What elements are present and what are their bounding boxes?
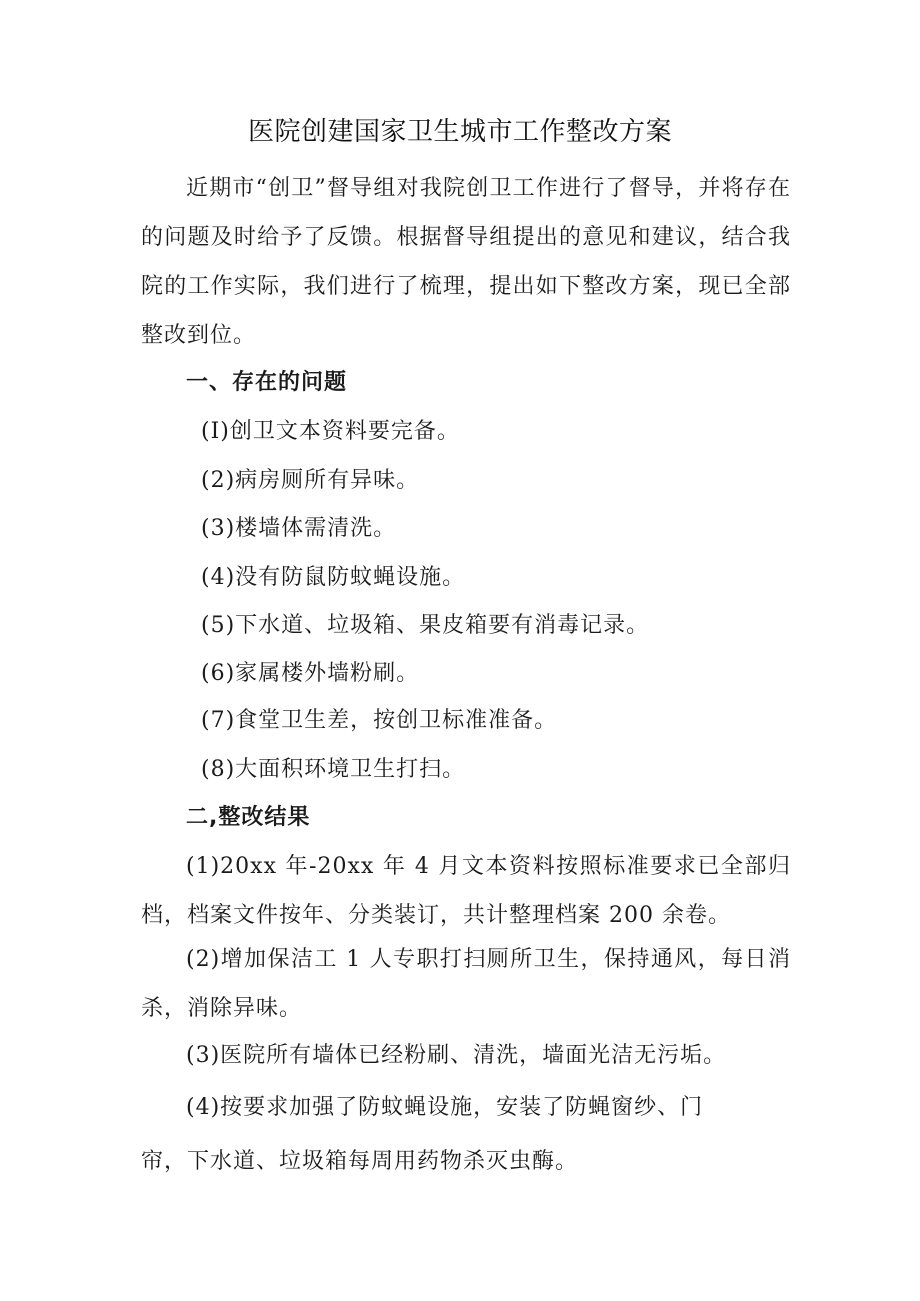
problem-item-1: (I)创卫文本资料要完备。 [201,419,460,444]
document-title: 医院创建国家卫生城市工作整改方案 [247,117,672,147]
result-paragraph-3: (3)医院所有墙体已经粉刷、清洗，墙面光洁无污垢。 [186,1043,727,1068]
problem-item-5: (5)下水道、垃圾箱、果皮箱要有消毒记录。 [201,613,650,638]
problem-item-8: (8)大面积环境卫生打扫。 [201,757,466,782]
section-heading-problems: 一、存在的问题 [186,370,348,395]
problem-item-7: (7)食堂卫生差，按创卫标准准备。 [201,708,558,733]
problem-item-4: (4)没有防鼠防蚊蝇设施。 [201,565,466,590]
problem-item-2: (2)病房厕所有异味。 [201,468,420,493]
result-paragraph-4-continued: 帘，下水道、垃圾箱每周用药物杀灭虫酶。 [141,1149,579,1174]
problem-item-3: (3)楼墙体需清洗。 [201,516,397,541]
problem-item-6: (6)家属楼外墙粉刷。 [201,661,420,686]
result-paragraph-4: (4)按要求加强了防蚊蝇设施，安装了防蝇窗纱、门 [186,1095,704,1120]
intro-paragraph: 近期市“创卫”督导组对我院创卫工作进行了督导，并将存在的问题及时给予了反馈。根据督导组提出的意见和建议，结合我院的工作实际，我们进行了梳理，提出如下整改方案，现已全部整改到位。 [141,176,791,348]
result-paragraph-2: (2)增加保洁工 1 人专职打扫厕所卫生，保持通风，每日消杀，消除异味。 [141,947,791,1021]
section-heading-results: 二,整改结果 [186,805,311,830]
result-paragraph-1: (1)20xx 年-20xx 年 4 月文本资料按照标准要求已全部归档，档案文件按年、分类装订，共计整理档案 200 余卷。 [141,854,791,928]
